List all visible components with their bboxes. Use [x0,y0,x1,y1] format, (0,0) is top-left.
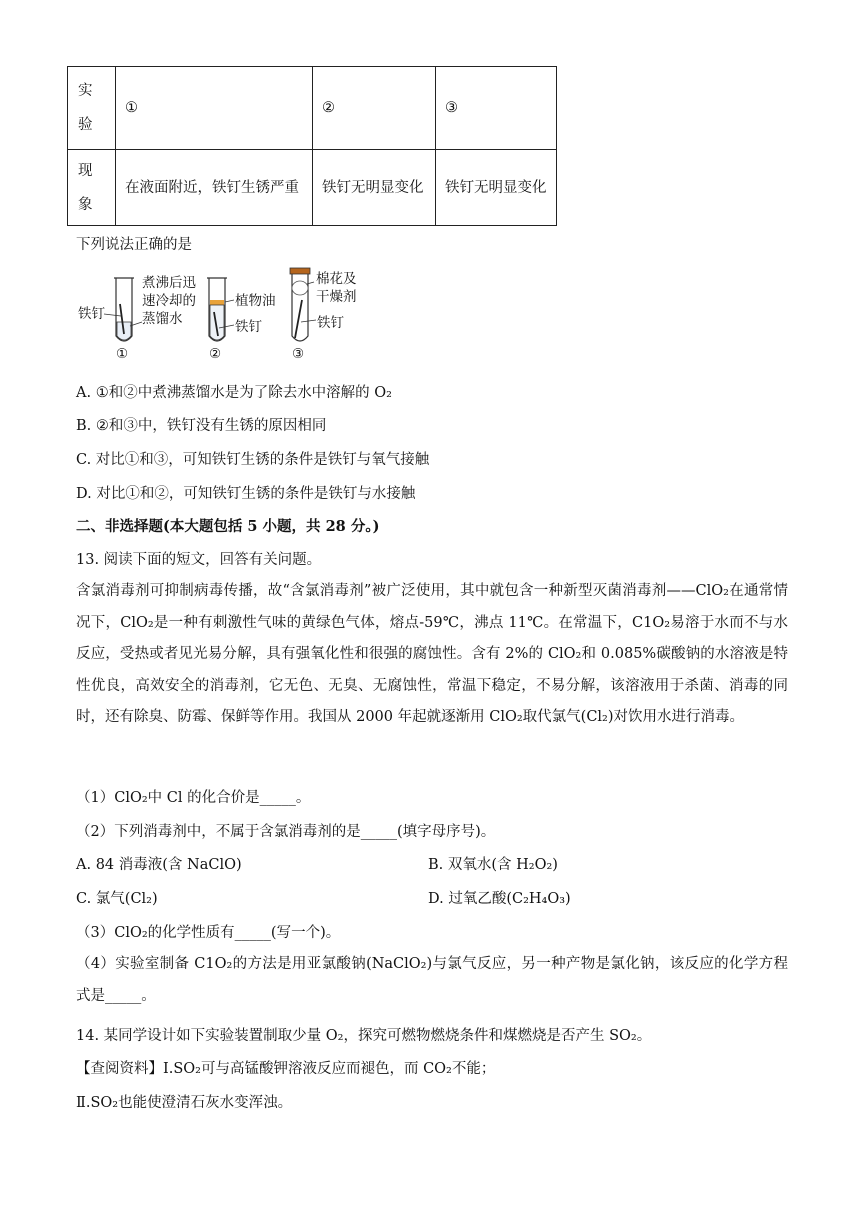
label-vegetable-oil: 植物油 [235,293,276,309]
q13-stem: 13. 阅读下面的短文，回答有关问题。 [76,552,322,568]
label-nail-2: 铁钉 [235,319,262,335]
row-header-experiment: 实 验 [68,67,116,150]
q13-sub4: （4）实验室制备 C1O₂的方法是用亚氯酸钠(NaClO₂)与氯气反应，另一种产物是氯化钠，该反应的化学方程式是_____。 [76,956,788,1004]
q13-option-d: D. 过氧乙酸(C₂H₄O₃) [428,891,571,907]
q13-option-a: A. 84 消毒液(含 NaClO) [76,857,242,873]
q14-stem: 14. 某同学设计如下实验装置制取少量 O₂，探究可燃物燃烧条件和煤燃烧是否产生 SO₂。 [76,1028,652,1044]
label-tube-2: ② [209,346,222,362]
label-nail-1: 铁钉 [78,306,105,322]
q13-option-c: C. 氯气(Cl₂) [76,891,158,907]
label-nail-3: 铁钉 [317,315,344,331]
label-boiled-water: 煮沸后迅速冷却的蒸馏水 [142,275,196,327]
table-cell: 铁钉无明显变化 [313,150,436,226]
option-d: D. 对比①和②，可知铁钉生锈的条件是铁钉与水接触 [76,486,416,502]
table-cell: ① [116,67,313,150]
q14-info-1: 【查阅资料】Ⅰ.SO₂可与高锰酸钾溶液反应而褪色，而 CO₂不能； [76,1061,496,1077]
table-cell: 铁钉无明显变化 [436,150,557,226]
test-tube-figure [76,264,376,364]
table-cell: 在液面附近，铁钉生锈严重 [116,150,313,226]
table-row [68,67,557,150]
q13-passage: 含氯消毒剂可抑制病毒传播，故“含氯消毒剂”被广泛使用，其中就包含一种新型灭菌消毒剂——ClO₂在通常情况下，ClO₂是一种有刺激性气味的黄绿色气体，熔点-59℃，沸点 11℃。在常温下，C1O₂易溶于水而不与水反应，受热或者见光易分解，具有强氧化性和很强的腐蚀性。含有 2%的 ClO₂和 0.085%碳酸钠的水溶液是特性优良，高效安全的消毒剂，它无色、无臭、无腐蚀性，常温下稳定，不易分解，该溶液用于杀菌、消毒的同时，还有除臭、防霉、保鲜等作用。我国从 2000 年起就逐渐用 ClO₂取代氯气(Cl₂)对饮用水进行消毒。 [76,583,788,725]
label-tube-3: ③ [292,346,305,362]
table-cell: ② [313,67,436,150]
option-b: B. ②和③中，铁钉没有生锈的原因相同 [76,418,327,434]
row-header-phenomenon: 现 象 [68,150,116,226]
table-row [68,150,557,226]
table-cell: ③ [436,67,557,150]
q13-option-b: B. 双氧水(含 H₂O₂) [428,857,558,873]
experiment-table [67,66,557,226]
label-tube-1: ① [116,346,129,362]
option-c: C. 对比①和③，可知铁钉生锈的条件是铁钉与氧气接触 [76,452,430,468]
option-a: A. ①和②中煮沸蒸馏水是为了除去水中溶解的 O₂ [76,385,392,401]
section-title: 二、非选择题(本大题包括 5 小题，共 28 分。) [76,518,380,535]
q13-sub3: （3）ClO₂的化学性质有_____(写一个)。 [76,925,341,941]
q13-sub1: （1）ClO₂中 Cl 的化合价是_____。 [76,790,311,806]
q14-info-2: Ⅱ.SO₂也能使澄清石灰水变浑浊。 [76,1095,293,1111]
tube-3 [290,268,316,341]
tube-1 [104,278,142,341]
question-prompt: 下列说法正确的是 [76,237,192,253]
label-cotton-desiccant: 棉花及干燥剂 [316,271,357,305]
tube-2 [207,278,234,341]
q13-sub2: （2）下列消毒剂中，不属于含氯消毒剂的是_____(填字母序号)。 [76,824,496,840]
